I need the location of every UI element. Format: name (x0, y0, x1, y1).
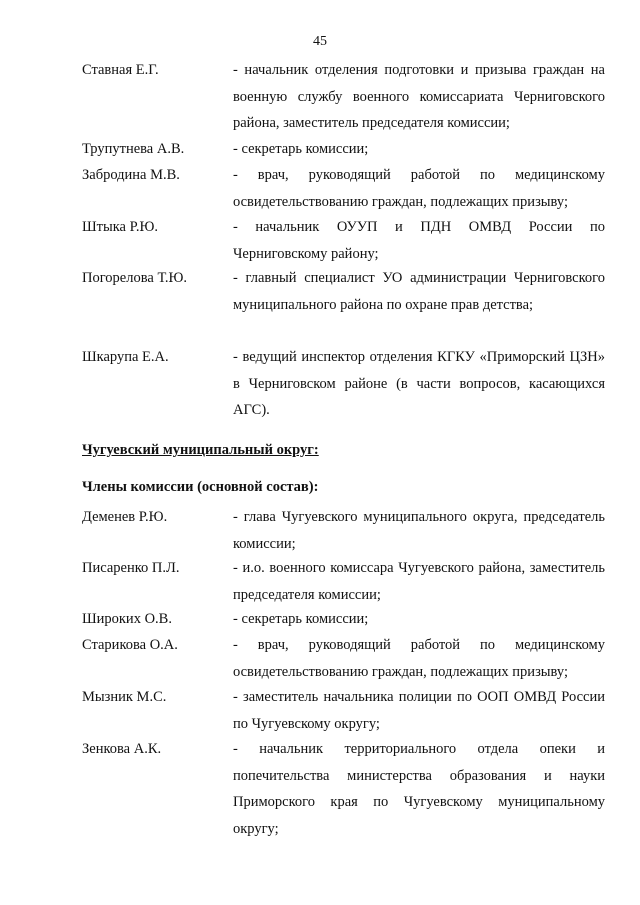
member-role: - и.о. военного комиссара Чугуевского района, заместитель председателя комиссии; (233, 560, 605, 603)
member-name: Погорелова Т.Ю. (82, 270, 188, 286)
member-name: Ставная Е.Г. (82, 62, 159, 78)
member-role: - секретарь комиссии; (233, 141, 369, 157)
member-role: - начальник ОУУП и ПДН ОМВД России по Черниговскому району; (233, 219, 605, 262)
member-role: - врач, руководящий работой по медицинскому освидетельствованию граждан, подлежащих призыву; (233, 167, 605, 210)
member-name: Широких О.В. (82, 611, 172, 627)
member-name: Зенкова А.К. (82, 741, 162, 757)
subsection-title: Члены комиссии (основной состав): (82, 479, 319, 495)
page-number: 45 (313, 34, 327, 49)
member-name: Старикова О.А. (82, 637, 178, 653)
member-name: Деменев Р.Ю. (82, 509, 168, 525)
member-role: - врач, руководящий работой по медицинскому освидетельствованию граждан, подлежащих призыву; (233, 637, 605, 680)
section-title: Чугуевский муниципальный округ: (82, 442, 319, 458)
member-role: - начальник отделения подготовки и призыва граждан на военную службу военного комиссариата Черниговского района, заместитель председателя комиссии; (233, 62, 605, 131)
member-name: Трупутнева А.В. (82, 141, 185, 157)
member-name: Шкарупа Е.А. (82, 349, 169, 365)
member-name: Писаренко П.Л. (82, 560, 180, 576)
member-name: Забродина М.В. (82, 167, 180, 183)
member-name: Штыка Р.Ю. (82, 219, 158, 235)
member-name: Мызник М.С. (82, 689, 167, 705)
member-role: - начальник территориального отдела опеки и попечительства министерства образования и науки Приморского края по Чугуевскому муниципальному округу; (233, 741, 605, 837)
member-role: - главный специалист УО администрации Черниговского муниципального района по охране прав детства; (233, 270, 605, 313)
member-role: - глава Чугуевского муниципального округа, председатель комиссии; (233, 509, 605, 552)
member-role: - заместитель начальника полиции по ООП ОМВД России по Чугуевскому округу; (233, 689, 605, 732)
member-role: - секретарь комиссии; (233, 611, 369, 627)
member-role: - ведущий инспектор отделения КГКУ «Приморский ЦЗН» в Черниговском районе (в части вопросов, касающихся АГС). (233, 349, 605, 418)
